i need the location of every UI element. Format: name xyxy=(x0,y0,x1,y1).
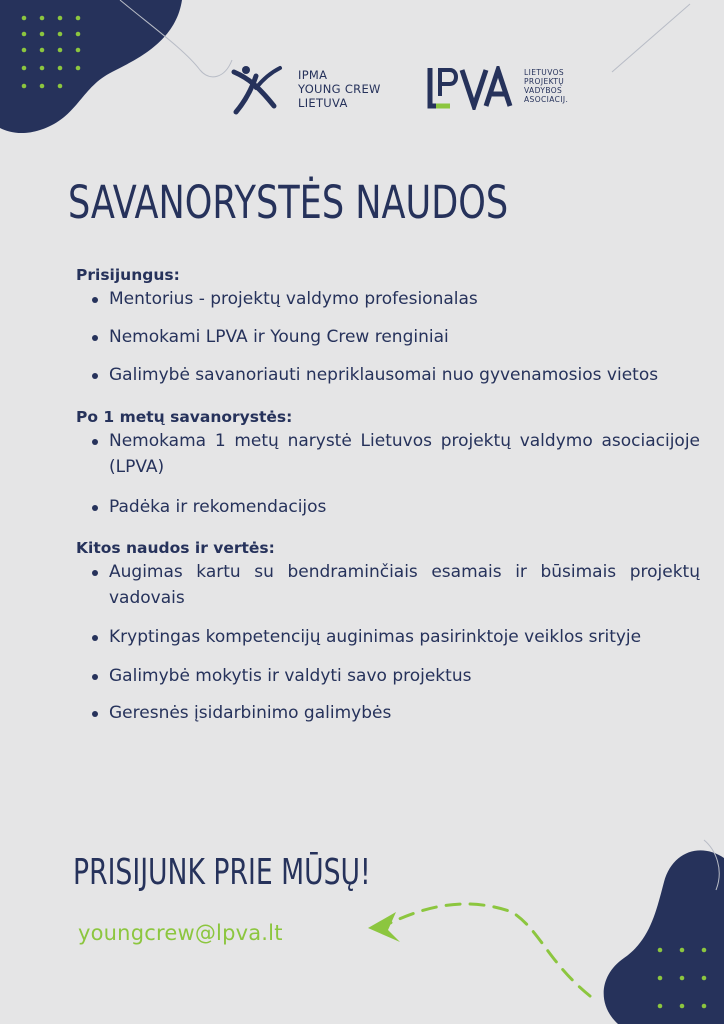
list-item: Kryptingas kompetencijų auginimas pasirinktoje veiklos srityje xyxy=(76,624,700,650)
list-item: Galimybė mokytis ir valdyti savo projektus xyxy=(76,663,700,689)
ipma-logo-line2: YOUNG CREW xyxy=(298,82,381,96)
list-item: Padėka ir rekomendacijos xyxy=(76,494,700,520)
section-heading-kitos-naudos: Kitos naudos ir vertės: xyxy=(76,539,275,557)
top-left-blob xyxy=(0,0,182,133)
benefits-list-po-1-metu xyxy=(76,428,700,520)
call-to-action-heading: PRISIJUNK PRIE MŪSŲ! xyxy=(73,852,371,893)
ipma-young-crew-logo xyxy=(226,60,396,120)
benefits-list-kitos-naudos xyxy=(76,559,700,726)
list-item: Nemokami LPVA ir Young Crew renginiai xyxy=(76,324,700,350)
ipma-logo-text xyxy=(298,68,381,110)
lpva-mark-icon xyxy=(426,66,514,110)
benefits-content xyxy=(76,264,700,726)
section-heading-prisijungus: Prisijungus: xyxy=(76,266,180,284)
ipma-logo-line1: IPMA xyxy=(298,68,328,82)
benefits-list-prisijungus xyxy=(76,286,700,388)
bottom-right-blob xyxy=(604,850,724,1024)
lpva-logo-line1: LIETUVOS xyxy=(524,68,565,77)
contact-email-link[interactable]: youngcrew@lpva.lt xyxy=(78,921,283,945)
lpva-logo-text xyxy=(524,68,568,104)
list-item: Galimybė savanoriauti nepriklausomai nuo gyvenamosios vietos xyxy=(76,362,700,388)
lpva-logo-line3: VADYBOS xyxy=(524,86,563,95)
ipma-logo-line3: LIETUVA xyxy=(298,96,348,110)
list-item: Geresnės įsidarbinimo galimybės xyxy=(76,700,700,726)
list-item: Mentorius - projektų valdymo profesionalas xyxy=(76,286,700,312)
dashed-arrow-line xyxy=(384,904,590,996)
list-item: Nemokama 1 metų narystė Lietuvos projektų valdymo asociacijoje (LPVA) xyxy=(76,428,700,480)
lpva-logo-line2: PROJEKTŲ xyxy=(524,77,565,86)
ipma-figure-icon xyxy=(226,60,286,120)
section-heading-po-1-metu: Po 1 metų savanorystės: xyxy=(76,408,293,426)
top-right-line xyxy=(612,4,690,72)
lpva-logo-line4: ASOCIACIJ. xyxy=(524,95,569,104)
lpva-logo xyxy=(426,64,596,114)
list-item: Augimas kartu su bendraminčiais esamais ir būsimais projektų vadovais xyxy=(76,559,700,611)
page-title: SAVANORYSTĖS NAUDOS xyxy=(68,176,509,229)
arrow-head-icon xyxy=(368,912,400,942)
